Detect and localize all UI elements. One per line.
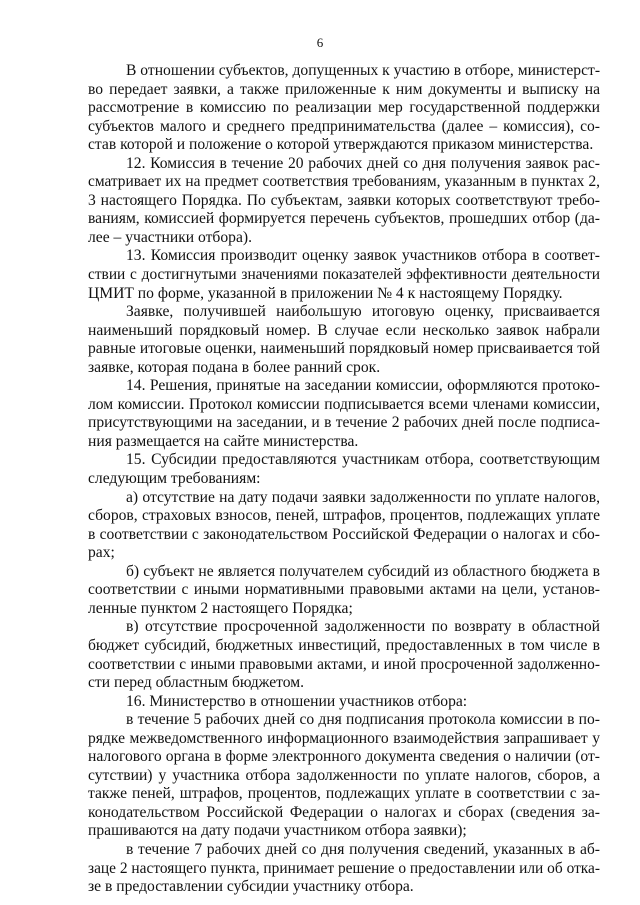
text-line: субъектов малого и среднего предпринимательства (далее – комиссия), со- — [88, 117, 600, 135]
text-line: сматривает их на предмет соответствия требованиям, указанным в пунктах 2, — [88, 173, 600, 191]
text-line: соответствии с иными нормативными правовыми актами на цели, установ- — [88, 581, 600, 599]
text-line: ЦМИТ по форме, указанной в приложении № 4 к настоящему Порядку. — [88, 284, 563, 302]
text-line: 14. Решения, принятые на заседании комиссии, оформляются протоко- — [126, 377, 600, 395]
text-line: сти перед областным бюджетом. — [88, 674, 305, 692]
text-line: сутствии) у участника отбора задолженности по уплате налогов, сборов, а — [88, 766, 600, 784]
text-line: бюджет субсидий, бюджетных инвестиций, предоставленных в том числе в — [88, 636, 600, 654]
text-line: в течение 5 рабочих дней со дня подписания протокола комиссии в по- — [126, 711, 600, 729]
text-line: ваниям, комиссией формируется перечень субъектов, прошедших отбор (да- — [88, 210, 600, 228]
text-line: 13. Комиссия производит оценку заявок участников отбора в соответ- — [126, 247, 600, 265]
text-line: следующим требованиям: — [88, 470, 261, 488]
text-line: Заявке, получившей наибольшую итоговую оценку, присваивается — [126, 303, 600, 321]
text-line: наименьший порядковый номер. В случае если несколько заявок набрали — [88, 321, 600, 339]
text-line: рассмотрение в комиссию по реализации мер государственной поддержки — [88, 99, 600, 117]
text-line: лее – участники отбора). — [88, 228, 252, 246]
text-line: во передает заявки, а также приложенные к ним документы и выписку на — [88, 80, 600, 98]
text-line: В отношении субъектов, допущенных к участию в отборе, министерст- — [126, 62, 601, 79]
text-line: 16. Министерство в отношении участников отбора: — [126, 692, 468, 710]
text-line: б) субъект не является получателем субсидий из областного бюджета в — [126, 562, 600, 580]
text-line: также пеней, штрафов, процентов, подлежащих уплате в соответствии с за- — [88, 785, 600, 803]
text-line: в) отсутствие просроченной задолженности по возврату в областной — [126, 618, 600, 636]
text-line: зе в предоставлении субсидии участнику отбора. — [88, 878, 414, 896]
text-line: ленные пунктом 2 настоящего Порядка; — [88, 599, 353, 617]
text-line: равные итоговые оценки, наименьший порядковый номер присваивается той — [88, 340, 600, 358]
text-line: налогового органа в форме электронного документа сведения о наличии (от- — [88, 748, 600, 766]
text-line: рядке межведомственного информационного взаимодействия запрашивает у — [88, 729, 600, 747]
text-line: конодательством Российской Федерации о налогах и сборах (сведения за- — [88, 803, 600, 821]
text-line: рах; — [88, 544, 115, 562]
text-line: 3 настоящего Порядка. По субъектам, заявки которых соответствуют требо- — [88, 191, 600, 209]
text-line: 15. Субсидии предоставляются участникам отбора, соответствующим — [126, 451, 600, 469]
text-line: заявке, которая подана в более ранний срок. — [88, 358, 381, 376]
text-line: сборов, страховых взносов, пеней, штрафов, процентов, подлежащих уплате — [88, 507, 600, 525]
text-line: заце 2 настоящего пункта, принимает решение о предоставлении или об отка- — [88, 859, 600, 877]
text-line: в течение 7 рабочих дней со дня получения сведений, указанных в аб- — [126, 840, 600, 858]
text-line: прашиваются на дату подачи участником отбора заявки); — [88, 822, 467, 840]
page-number: 6 — [316, 35, 324, 50]
text-line: в соответствии с законодательством Российской Федерации о налогах и сбо- — [88, 525, 600, 543]
text-line: присутствующими на заседании, и в течение 2 рабочих дней после подписа- — [88, 414, 600, 432]
text-line: 12. Комиссия в течение 20 рабочих дней со дня получения заявок рас- — [126, 154, 600, 172]
text-line: лом комиссии. Протокол комиссии подписывается всеми членами комиссии, — [88, 395, 600, 413]
text-line: а) отсутствие на дату подачи заявки задолженности по уплате налогов, — [126, 488, 600, 506]
document-body — [88, 62, 600, 897]
text-line: ствии с достигнутыми значениями показателей эффективности деятельности — [88, 266, 600, 284]
text-line: став которой и положение о которой утверждаются приказом министерства. — [88, 136, 594, 154]
text-line: соответствии с иными правовыми актами, и иной просроченной задолженно- — [88, 655, 600, 673]
text-line: ния размещается на сайте министерства. — [88, 432, 359, 450]
